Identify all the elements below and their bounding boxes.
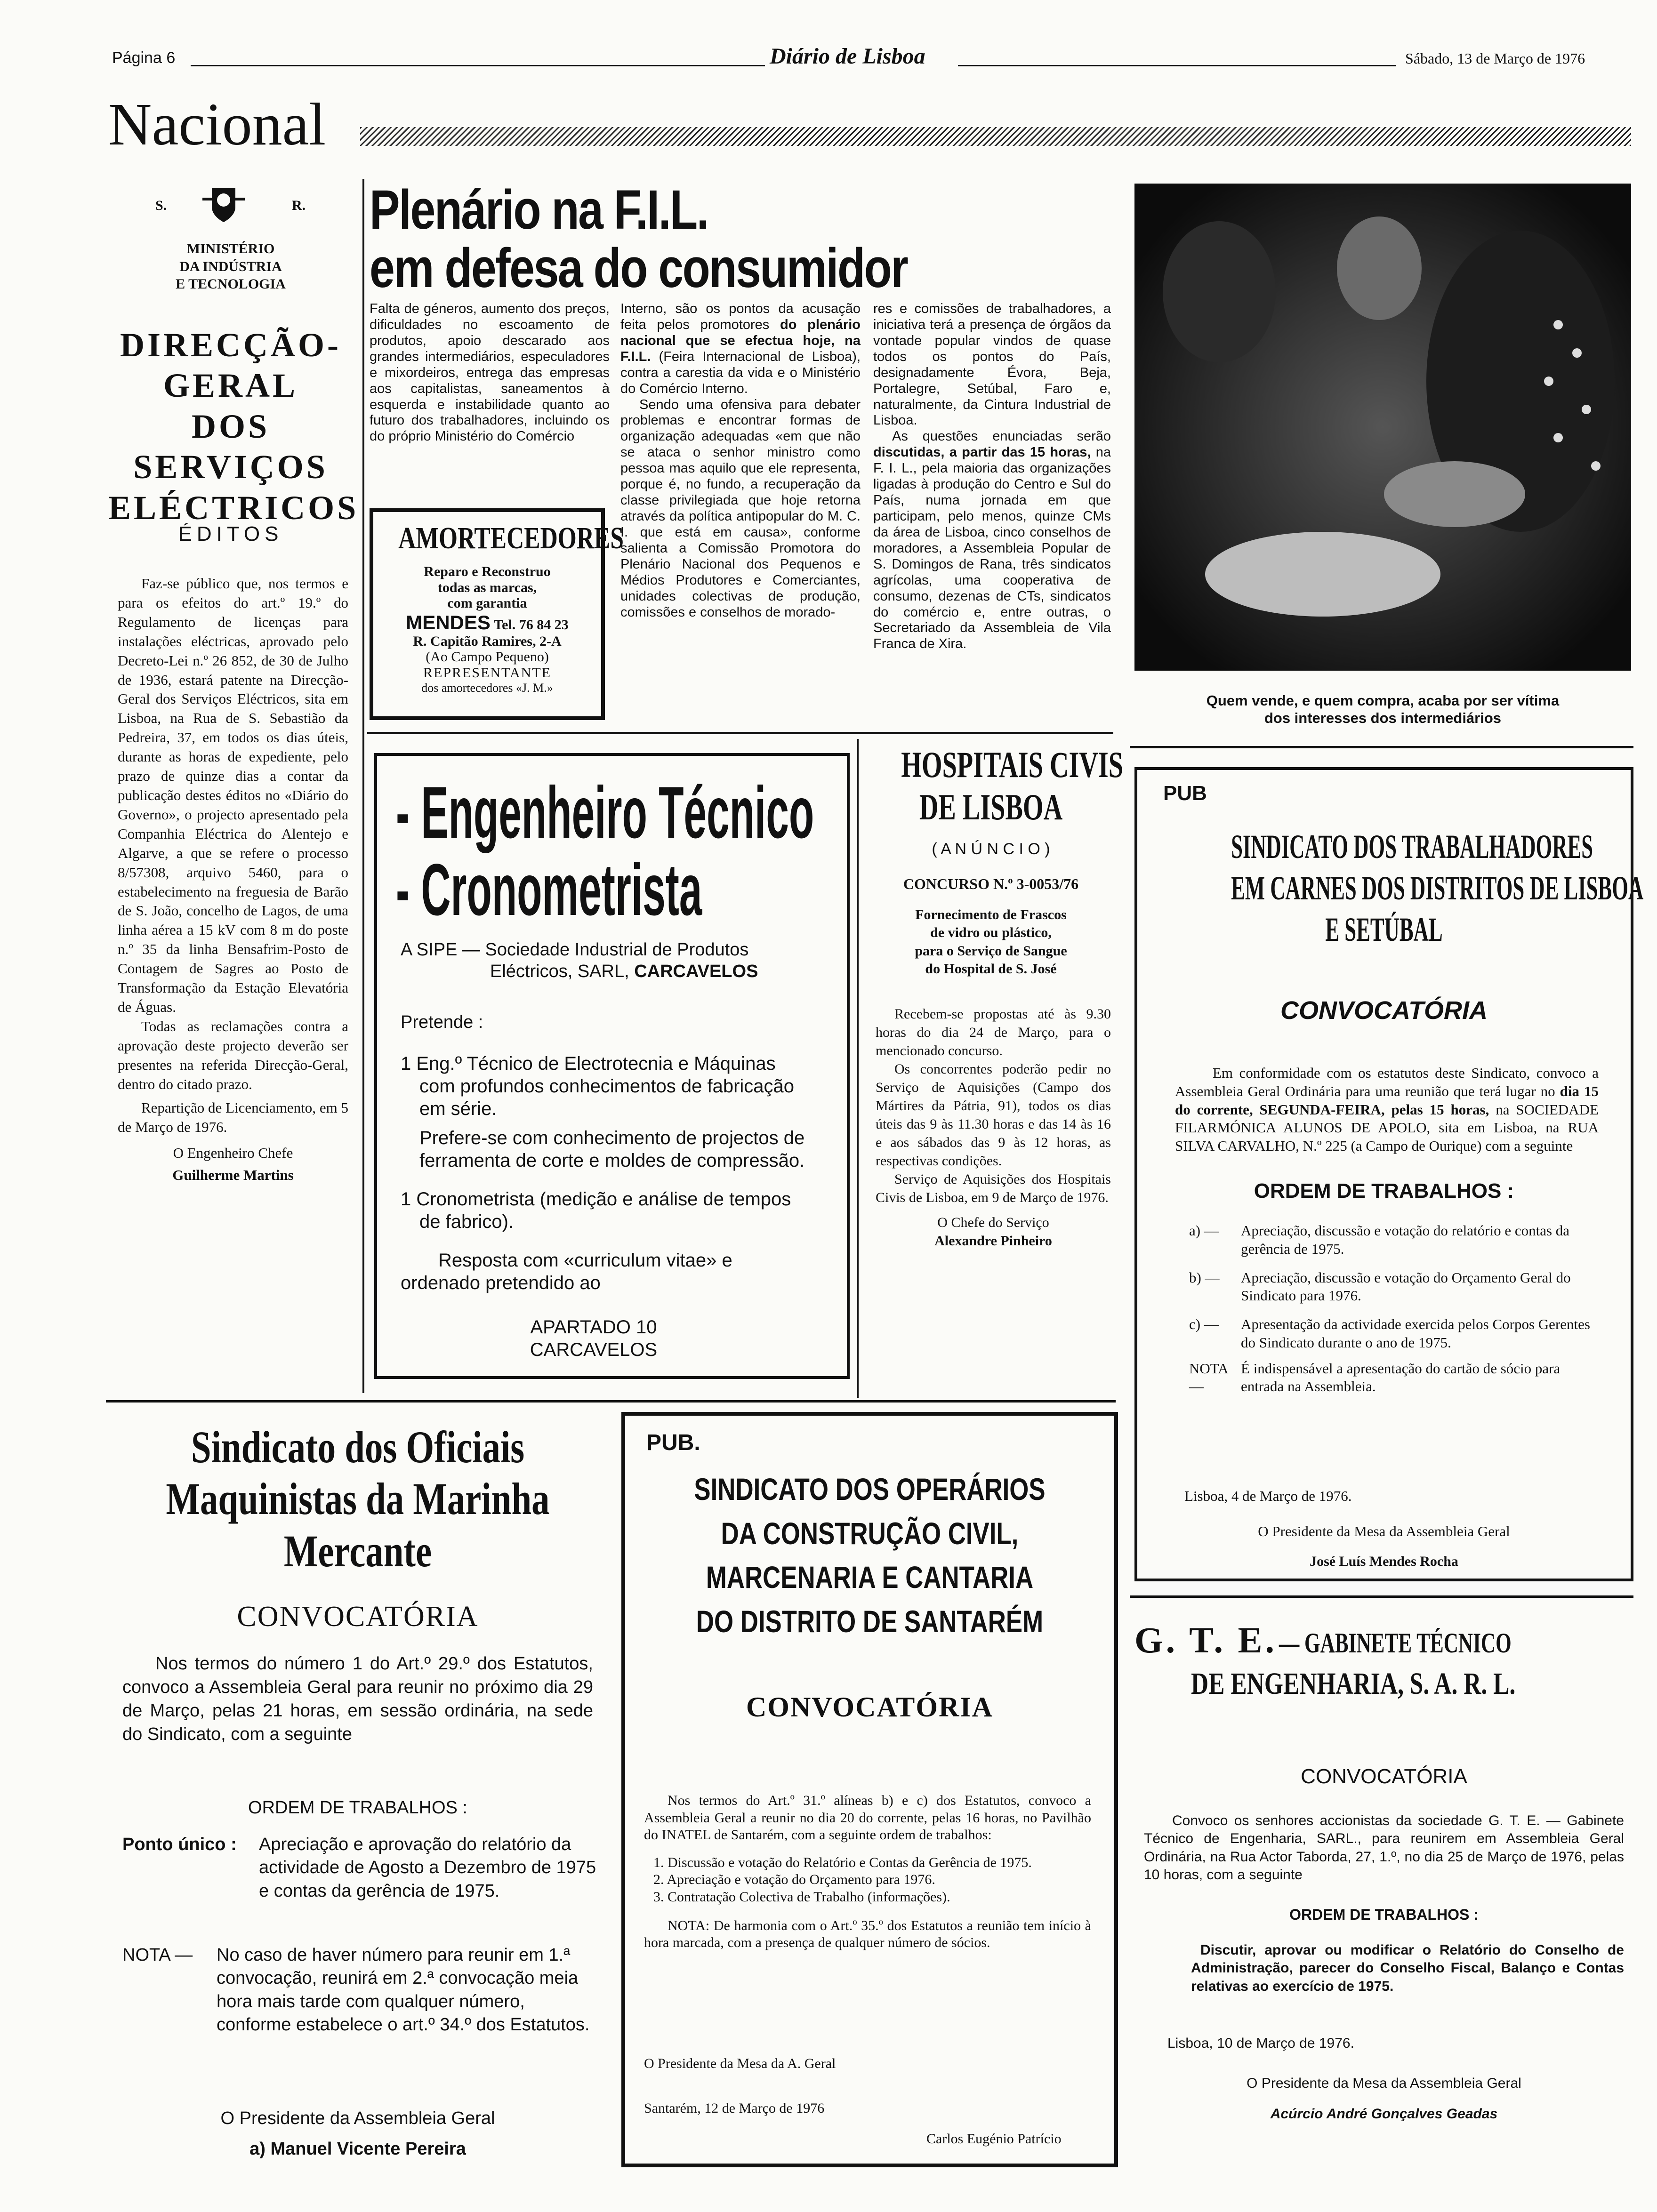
photo-caption-line: Quem vende, e quem compra, acaba por ser vítima (1206, 692, 1560, 709)
carnes-signer: José Luís Mendes Rocha (1310, 1554, 1458, 1569)
carnes-item-label: c) — (1189, 1316, 1219, 1332)
operarios-convocatoria: CONVOCATÓRIA (746, 1691, 994, 1723)
operarios-title-line: SINDICATO DOS OPERÁRIOS (694, 1472, 1046, 1507)
direccao-title-line: DOS SERVIÇOS (133, 407, 328, 486)
carnes-text: na SOCIEDADE FILARMÓNICA ALUNOS DE APOLO, sita em Lisboa, na RUA SILVA CARVALHO, N.º 225 (a Campo de Ourique) com a seguinte (1175, 1101, 1599, 1154)
carnes-pub: PUB (1163, 782, 1207, 805)
carnes-item (1189, 1269, 1599, 1306)
column-rule-hospitais-left (857, 739, 859, 1398)
page-number: Página 6 (112, 49, 176, 67)
hospitais-paragraph: Os concorrentes poderão pedir no Serviço de Aquisições (Campo dos Mártires da Pátria, 91), todos os dias úteis das 9 às 11.30 horas e das 14 às 16 e aos sábados das 9 às 12 horas, as respectivas condições. (876, 1061, 1111, 1169)
amortecedores-title: AMORTECEDORES (398, 521, 624, 555)
operarios-signer: Carlos Eugénio Patrício (926, 2131, 1062, 2147)
engenheiro-company (401, 939, 824, 982)
amortecedores-line: todas as marcas, (437, 579, 537, 595)
edital-right-mark: R. (292, 198, 306, 213)
gte-convocatoria: CONVOCATÓRIA (1301, 1765, 1467, 1788)
oficiais-nota-label: NOTA — (122, 1945, 193, 1965)
market-photo-image (1134, 184, 1631, 671)
photo-caption-line: dos interesses dos intermediários (1264, 710, 1502, 727)
carnes-item (1189, 1222, 1599, 1258)
engenheiro-title-line: - Engenheiro Técnico (396, 772, 814, 854)
carnes-item-text: Apresentação da actividade exercida pelos Corpos Gerentes do Sindicato durante o ano de 1975. (1241, 1316, 1590, 1351)
ministry-line: DA INDÚSTRIA (179, 258, 282, 274)
oficiais-role: O Presidente da Assembleia Geral (220, 2108, 495, 2128)
amortecedores-name: MENDES (406, 611, 491, 633)
carnes-nota-label: NOTA — (1189, 1360, 1228, 1395)
article-headline (370, 181, 1123, 298)
hospitais-paragraph: Serviço de Aquisições dos Hospitais Civis de Lisboa, em 9 de Março de 1976. (876, 1171, 1111, 1205)
hospitais-concurso: CONCURSO N.º 3-0053/76 (903, 875, 1079, 892)
gte-title-line-1 (1134, 1619, 1633, 1661)
operarios-paragraph: Nos termos do Art.º 31.º alíneas b) e c) dos Estatutos, convoco a Assembleia Geral a reunir no dia 20 do corrente, pelas 16 horas, no Pavilhão do INATEL de Santarém, com a seguinte ordem de trabalhos: (644, 1793, 1091, 1843)
issue-date: Sábado, 13 de Março de 1976 (1405, 50, 1585, 67)
carnes-paragraph (1175, 1064, 1599, 1155)
engenheiro-response: Resposta com «curriculum vitae» e ordenado pretendido ao (401, 1250, 732, 1293)
coat-of-arms-icon (198, 184, 249, 226)
carnes-title-line: EM CARNES DOS DISTRITOS DE LISBOA (1231, 869, 1644, 907)
amortecedores-line: Reparo e Reconstruo (424, 564, 551, 579)
carnes-body (1175, 1064, 1599, 1155)
oficiais-body: Nos termos do número 1 do Art.º 29.º dos Estatutos, convoco a Assembleia Geral para reunir no próximo dia 29 de Março, pelas 21 horas, em sessão ordinária, na sede do Sindicato, com a seguinte (122, 1654, 593, 1745)
edital-left-mark: S. (155, 198, 167, 213)
article-bottom-rule (367, 732, 1113, 734)
carnes-date: Lisboa, 4 de Março de 1976. (1184, 1488, 1352, 1504)
gte-acronym: G. T. E. (1134, 1619, 1278, 1660)
hospitais-signer: Alexandre Pinheiro (934, 1233, 1052, 1249)
carnes-title (1137, 826, 1644, 950)
engenheiro-company-line (401, 961, 824, 983)
carnes-item-text: Apreciação, discussão e votação do relatório e contas da gerência de 1975. (1241, 1222, 1570, 1257)
engenheiro-ad (374, 753, 850, 1379)
oficiais-ponto-text: Apreciação e aprovação do relatório da actividade de Agosto a Dezembro de 1975 e contas da gerência de 1975. (259, 1835, 596, 1901)
article-col3-bold: discutidas, a partir das 15 horas, (873, 445, 1091, 460)
direccao-title-line: ELÉCTRICOS (108, 489, 359, 527)
direccao-title (108, 325, 359, 528)
carnes-notice (1134, 767, 1644, 1581)
gte-body: Convoco os senhores accionistas da sociedade G. T. E. — Gabinete Técnico de Engenharia, SARL., para reunirem em Assembleia Geral Ordinária, na Rua Actor Taborda, 27, 1.º, no dia 25 de Março de 1976, pelas 10 horas, com a seguinte (1144, 1813, 1624, 1883)
carnes-ordem: ORDEM DE TRABALHOS : (1254, 1179, 1514, 1202)
carnes-item-label: b) — (1189, 1269, 1220, 1286)
oficiais-convocatoria: CONVOCATÓRIA (237, 1601, 479, 1633)
oficiais-title (108, 1421, 607, 1577)
engenheiro-address-line: CARCAVELOS (530, 1339, 658, 1360)
carnes-item (1189, 1315, 1599, 1352)
hospitais-body (876, 1005, 1111, 1250)
amortecedores-line: (Ao Campo Pequeno) (426, 649, 549, 665)
article-col-3 (873, 301, 1111, 652)
gte-name: — GABINETE TÉCNICO (1279, 1627, 1512, 1659)
ministry-line: E TECNOLOGIA (176, 276, 286, 292)
hospitais-item-line: do Hospital de S. José (925, 961, 1057, 977)
engenheiro-company-line: A SIPE — Sociedade Industrial de Produtos (401, 940, 749, 960)
article-col2-text: (Feira Internacional de Lisboa), contra a carestia da vida e o Ministério do Comércio Interno. (620, 349, 861, 396)
carnes-convocatoria: CONVOCATÓRIA (1280, 996, 1488, 1025)
operarios-body (644, 1792, 1091, 1952)
oficiais-nota-text: No caso de haver número para reunir em 1.ª convocação, reunirá em 2.ª convocação meia hora mais tarde com qualquer número, conforme estabelece o art.º 34.º dos Estatutos. (217, 1945, 590, 2035)
operarios-title-line: DA CONSTRUÇÃO CIVIL, (721, 1515, 1019, 1551)
amortecedores-tel: Tel. 76 84 23 (493, 617, 569, 633)
oficiais-notice (108, 1412, 607, 2184)
carnes-text: Em conformidade com os estatutos deste Sindicato, convoco a Assembleia Geral Ordinária para uma reunião que terá lugar no (1175, 1065, 1599, 1099)
oficiais-signer: a) Manuel Vicente Pereira (249, 2139, 466, 2159)
column-rule-1 (362, 179, 364, 1393)
article-col3-text: na F. I. L., pela maioria das organizações ligadas à produção do Centro e Sul do País, numa jornada em que participam, pelo menos, quinze CMs da área de Lisboa, cinco conselhos de moradores, a Assembleia Popular de S. Domingos de Rana, três sindicatos agrícolas, uma cooperativa de consumo, dezenas de CTs, sindicatos do comércio e, entre outras, o Secretariado da Assembleia de Vila Franca de Xira. (873, 445, 1111, 652)
bottom-row-rule (106, 1400, 1116, 1403)
operarios-title-line: DO DISTRITO DE SANTARÉM (696, 1604, 1044, 1639)
gte-top-rule (1130, 1595, 1633, 1598)
hospitais-item (866, 906, 1116, 978)
oficiais-title-line: Maquinistas da Marinha (166, 1474, 550, 1524)
hospitais-paragraph: Recebem-se propostas até às 9.30 horas do dia 24 de Março, para o mencionado concurso. (876, 1006, 1111, 1058)
oficiais-ordem: ORDEM DE TRABALHOS : (248, 1798, 467, 1818)
section-rule (360, 127, 1631, 146)
operarios-notice (621, 1412, 1118, 2167)
engenheiro-item-note: Prefere-se com conhecimento de projectos de ferramenta de corte e moldes de compressão. (419, 1128, 805, 1171)
gte-date: Lisboa, 10 de Março de 1976. (1167, 2036, 1354, 2051)
ministry-line: MINISTÉRIO (186, 241, 275, 256)
gte-role: O Presidente da Mesa da Assembleia Geral (1247, 2076, 1521, 2091)
gte-item: Discutir, aprovar ou modificar o Relatório do Conselho de Administração, parecer do Conselho Fiscal, Balanço e Contas relativas ao exercício de 1975. (1191, 1942, 1624, 1994)
operarios-title (625, 1467, 1114, 1644)
amortecedores-line: R. Capitão Ramires, 2-A (413, 633, 562, 649)
operarios-title-line: MARCENARIA E CANTARIA (706, 1560, 1034, 1595)
engenheiro-address-line: APARTADO 10 (530, 1317, 657, 1338)
edital-place-date: Repartição de Licenciamento, em 5 de Março de 1976. (118, 1099, 348, 1136)
hospitais-notice (866, 744, 1124, 1398)
operarios-item: 2. Apreciação e votação do Orçamento para 1976. (653, 1872, 935, 1888)
section-title: Nacional (108, 91, 326, 158)
article-col3-paragraph (873, 429, 1111, 652)
hospitais-item-line: para o Serviço de Sangue (915, 943, 1067, 959)
article-col2-text: Interno, são os pontos da acusação feita pelos promotores (620, 301, 861, 332)
amortecedores-contact (373, 611, 601, 633)
amortecedores-line: com garantia (447, 595, 527, 611)
gte-signer: Acúrcio André Gonçalves Geadas (1270, 2106, 1498, 2122)
operarios-item: 3. Contratação Colectiva de Trabalho (informações). (653, 1889, 950, 1905)
oficiais-ponto-label: Ponto único : (122, 1835, 237, 1854)
engenheiro-address (495, 1316, 692, 1361)
article-col-1: Falta de géneros, aumento dos preços, dificuldades no escoamento de produtos, apoio descarado aos grandes intermediários, especuladores e mixordeiros, entrega das empresas aos capitalistas, saneamentos à esquerda e instabilidade quanto ao futuro dos trabalhadores, incluindo os do próprio Ministério do Comércio (370, 301, 610, 444)
gte-title-line-2: DE ENGENHARIA, S. A. R. L. (1191, 1667, 1516, 1701)
masthead: Diário de Lisboa (770, 44, 925, 69)
hospitais-item-line: Fornecimento de Frascos (915, 907, 1067, 922)
article-col3-text: As questões enunciadas serão (892, 429, 1111, 444)
edital-paragraph: Todas as reclamações contra a aprovação deste projecto deverão ser presentes na referida Direcção-Geral, dentro do citado prazo. (118, 1018, 348, 1092)
hospitais-title-line: HOSPITAIS CIVIS (901, 744, 1124, 785)
operarios-nota: NOTA: De harmonia com o Art.º 35.º dos Estatutos a reunião tem início à hora marcada, com a presença de qualquer número de sócios. (644, 1917, 1091, 1951)
oficiais-nota (122, 1944, 598, 2037)
edital-block (108, 184, 359, 1388)
hospitais-title (866, 744, 1124, 828)
editos-heading: ÉDITOS (178, 522, 283, 545)
direccao-title-line: DIRECÇÃO-GERAL (120, 326, 341, 405)
carnes-items (1189, 1222, 1599, 1396)
ministry-name (108, 240, 353, 293)
edital-paragraph: Faz-se público que, nos termos e para os efeitos do art.º 19.º do Regulamento de licenças para instalações eléctricas, aprovado pelo Decreto-Lei n.º 26 852, de 30 de Julho de 1936, estará patente na Direcção-Geral dos Serviços Eléctricos, sita em Lisboa, na Rua de S. Sebastião da Pedreira, 37, em todos os dias úteis, durante as horas de expediente, pelo prazo de quinze dias a contar da publicação destes éditos no «Diário do Governo», o projecto apresentado pela Companhia Eléctrica do Alentejo e Algarve, a que se refere o processo 8/57308, arquivo 5460, para o estabelecimento na freguesia de Barão de S. João, concelho de Lagos, de uma linha aérea a 15 kV com 8 m do poste n.º 35 da linha Bensafrim-Posto de Contagem de Sagres ao Posto de Transformação da Estação Elevatória de Águas. (118, 575, 348, 1015)
operarios-date: Santarém, 12 de Março de 1976 (644, 2100, 825, 2116)
oficiais-ponto (122, 1833, 598, 1903)
engenheiro-title-line: - Cronometrista (396, 849, 702, 931)
article-col2-bold: do plenário nacional que se efectua hoje, na F.I.L. (620, 317, 861, 364)
operarios-role: O Presidente da Mesa da A. Geral (644, 2056, 836, 2071)
amortecedores-line: REPRESENTANTE (423, 665, 551, 681)
amortecedores-ad (370, 508, 624, 720)
oficiais-title-line: Mercante (283, 1525, 432, 1576)
article-headline-line: Plenário na F.I.L. (370, 179, 708, 241)
carnes-role: O Presidente da Mesa da Assembleia Geral (1258, 1523, 1510, 1539)
carnes-text-bold: dia 15 do corrente, SEGUNDA-FEIRA, pelas 15 horas, (1175, 1082, 1599, 1118)
photo-caption (1134, 692, 1631, 727)
edital-signer-role: O Engenheiro Chefe (173, 1145, 293, 1162)
carnes-item-text: Apreciação, discussão e votação do Orçamento Geral do Sindicato para 1976. (1241, 1269, 1571, 1304)
article-col3-paragraph: res e comissões de trabalhadores, a iniciativa terá a presença de órgãos da vontade popular vindos de quase todos os pontos do País, designadamente Évora, Beja, Portalegre, Setúbal, Faro e, naturalmente, da Cintura Industrial de Lisboa. (873, 301, 1111, 428)
engenheiro-pretende: Pretende : (401, 1012, 483, 1032)
engenheiro-company-text: Eléctricos, SARL, (490, 961, 629, 981)
oficiais-title-line: Sindicato dos Oficiais (191, 1422, 525, 1472)
gte-notice (1134, 1610, 1633, 2174)
operarios-item: 1. Discussão e votação do Relatório e Contas da Gerência de 1975. (653, 1854, 1032, 1870)
photo-bottom-rule (1130, 746, 1633, 748)
edital-signer-name: Guilherme Martins (172, 1167, 294, 1184)
article-headline-line: em defesa do consumidor (370, 237, 908, 299)
carnes-nota (1189, 1360, 1599, 1396)
gte-ordem: ORDEM DE TRABALHOS : (1289, 1906, 1479, 1923)
engenheiro-item: 1 Eng.º Técnico de Electrotecnia e Máquinas com profundos conhecimentos de fabricação em série. (401, 1053, 795, 1119)
header-rule-left (191, 65, 765, 66)
carnes-nota-text: É indispensável a apresentação do cartão de sócio para entrada na Assembleia. (1241, 1360, 1560, 1395)
amortecedores-line: dos amortecedores «J. M.» (421, 681, 553, 695)
engenheiro-item: 1 Cronometrista (medição e análise de tempos de fabrico). (401, 1189, 791, 1232)
market-photo (1134, 184, 1631, 671)
article-col2-paragraph: Sendo uma ofensiva para debater problemas e encontrar formas de organização adequadas «em que não se ataca o senhor ministro como pessoa mas aquilo que ele representa, porque é, no fundo, a recuperação da classe privilegiada que hoje retorna através da política antipopular do M. C. I. que está em causa», conforme salienta a Comissão Promotora do Plenário Nacional dos Pequenos e Médios Produtores e Comerciantes, unidades colectivas de produção, comissões e conselhos de morado- (620, 397, 861, 620)
operarios-pub: PUB. (646, 1430, 700, 1455)
hospitais-item-line: de vidro ou plástico, (930, 925, 1052, 941)
hospitais-title-line: DE LISBOA (919, 786, 1063, 827)
hospitais-role: O Chefe do Serviço (937, 1215, 1049, 1230)
amortecedores-text (373, 564, 601, 695)
header-rule-right (958, 65, 1396, 66)
engenheiro-company-place: CARCAVELOS (634, 961, 758, 981)
article-col-2 (620, 301, 861, 620)
edital-body (118, 574, 348, 1185)
carnes-title-line: SINDICATO DOS TRABALHADORES (1231, 828, 1593, 866)
engenheiro-items (401, 1052, 815, 1294)
carnes-item-label: a) — (1189, 1222, 1219, 1239)
hospitais-anuncio: ( A N Ú N C I O ) (932, 840, 1050, 858)
carnes-title-line: E SETÚBAL (1325, 910, 1443, 948)
